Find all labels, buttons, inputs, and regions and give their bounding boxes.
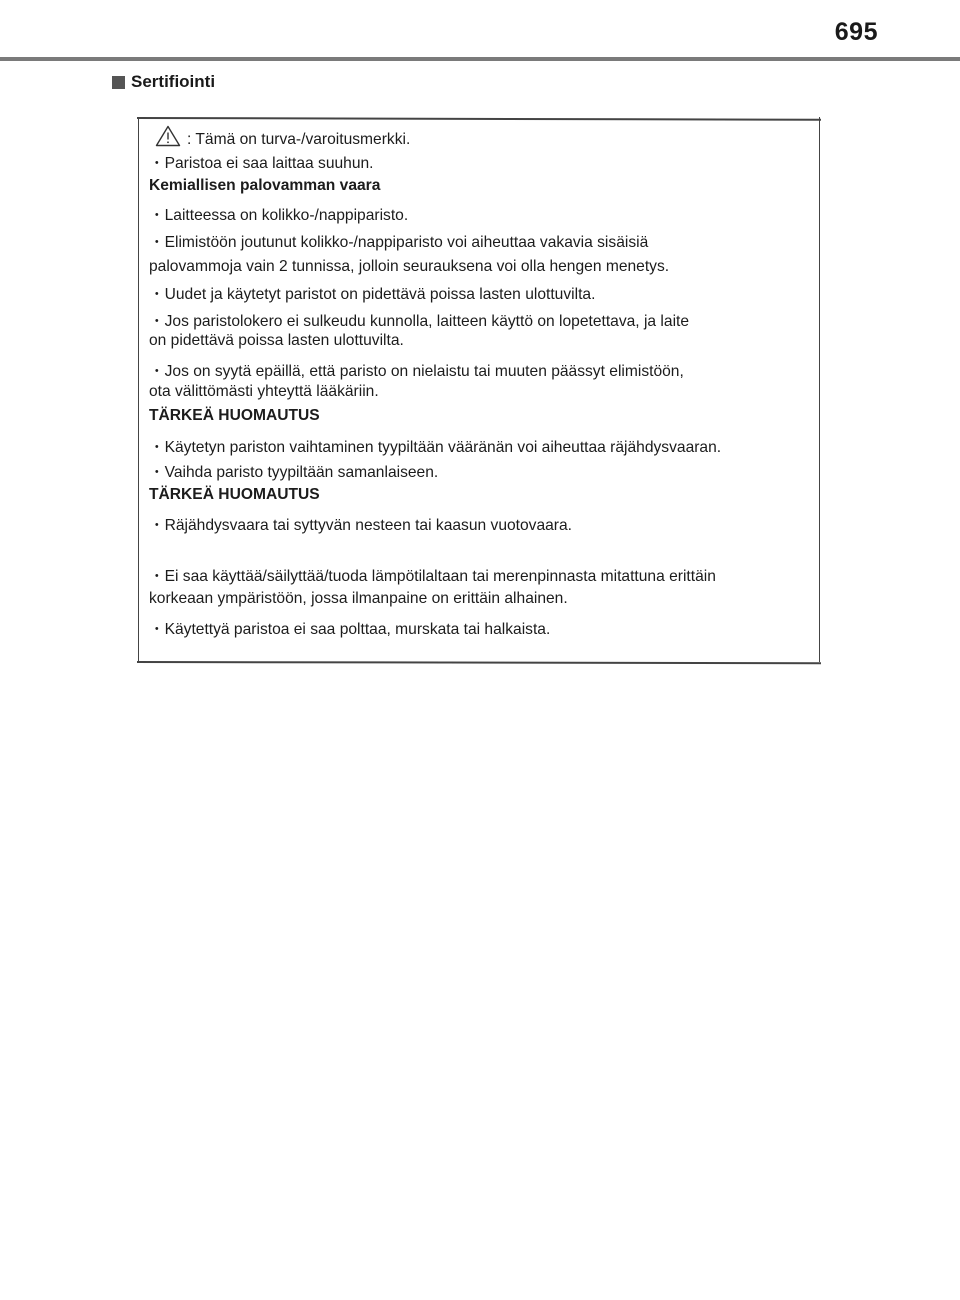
label-line: ・Käytettyä paristoa ei saa polttaa, murskata tai halkaista.	[149, 621, 551, 638]
label-line: korkeaan ympäristöön, jossa ilmanpaine on erittäin alhainen.	[149, 590, 568, 607]
label-line: TÄRKEÄ HUOMAUTUS	[149, 407, 320, 424]
warning-triangle-icon	[155, 125, 181, 152]
label-line: TÄRKEÄ HUOMAUTUS	[149, 486, 320, 503]
label-line: ・Laitteessa on kolikko-/nappiparisto.	[149, 207, 409, 224]
label-line: on pidettävä poissa lasten ulottuvilta.	[149, 332, 404, 349]
label-line: ・Jos on syytä epäillä, että paristo on nielaistu tai muuten päässyt elimistöön,	[149, 363, 684, 380]
label-line: ・Elimistöön joutunut kolikko-/nappiparisto voi aiheuttaa vakavia sisäisiä	[149, 234, 649, 251]
certification-label-box	[138, 117, 820, 662]
label-line: ・Räjähdysvaara tai syttyvän nesteen tai kaasun vuotovaara.	[149, 517, 573, 534]
label-line: ・Uudet ja käytetyt paristot on pidettävä poissa lasten ulottuvilta.	[149, 286, 596, 303]
label-line: ・Paristoa ei saa laittaa suuhun.	[149, 155, 374, 172]
label-symbol-text: : Tämä on turva-/varoitusmerkki.	[187, 131, 411, 148]
page-number: 695	[834, 18, 878, 46]
label-line: Kemiallisen palovamman vaara	[149, 177, 381, 194]
label-line: ・Jos paristolokero ei sulkeudu kunnolla, laitteen käyttö on lopetettava, ja laite	[149, 313, 690, 330]
label-line: ・Ei saa käyttää/säilyttää/tuoda lämpötilaltaan tai merenpinnasta mitattuna erittäin	[149, 568, 716, 585]
label-line: ・Vaihda paristo tyypiltään samanlaiseen.	[149, 464, 439, 481]
label-line: ・Käytetyn pariston vaihtaminen tyypiltään vääränän voi aiheuttaa räjähdysvaaran.	[149, 439, 722, 456]
header-rule	[0, 57, 960, 61]
label-bottom-border	[137, 661, 821, 664]
section-heading	[112, 72, 215, 92]
label-top-border	[137, 117, 821, 120]
label-line: ota välittömästi yhteyttä lääkäriin.	[149, 383, 379, 400]
label-symbol-line	[155, 125, 410, 152]
square-bullet-icon	[112, 76, 125, 89]
label-line: palovammoja vain 2 tunnissa, jolloin seurauksena voi olla hengen menetys.	[149, 258, 670, 275]
section-heading-text: Sertifiointi	[131, 72, 216, 91]
